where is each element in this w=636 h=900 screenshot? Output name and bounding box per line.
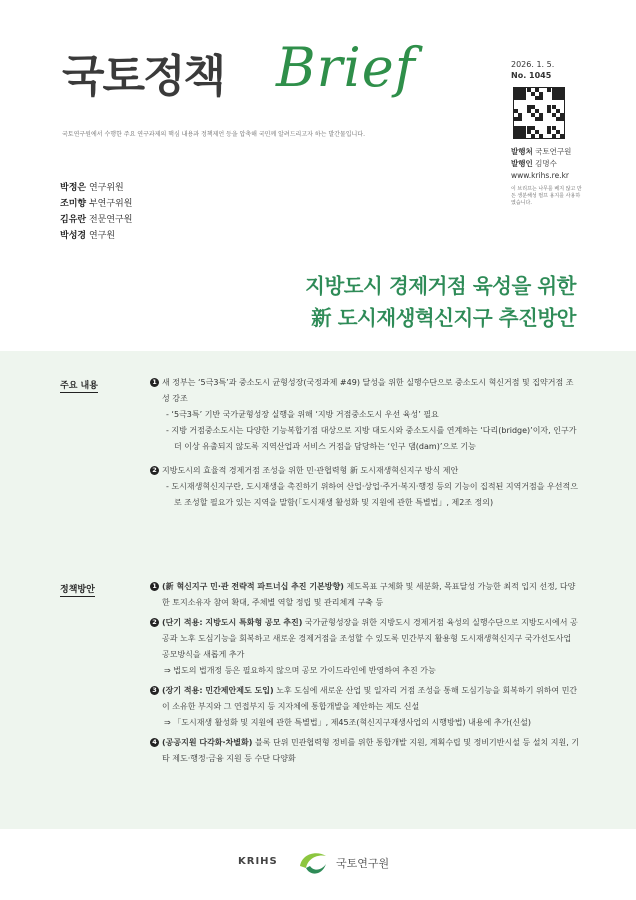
number-bullet-icon: 1 (150, 378, 159, 387)
qr-module (518, 117, 522, 121)
author-role: 연구원 (88, 231, 116, 241)
publisher-label: 발행처 (511, 147, 533, 156)
author-name: 박성경 (60, 231, 87, 241)
publisher-person: 김명수 (535, 159, 557, 168)
author-item (60, 228, 132, 244)
policy-item-4 (150, 735, 580, 767)
krihs-wordmark: KRIHS (238, 856, 278, 867)
key-item-1 (150, 375, 580, 407)
author-item (60, 212, 132, 228)
number-bullet-icon: 2 (150, 618, 159, 627)
key-item-1-sub-1: - ‘5극3특’ 기반 국가균형성장 실행을 위해 ‘지방 거점중소도시 우선 육성’ 필요 (166, 410, 439, 419)
qr-module (522, 96, 526, 100)
publisher-name: 국토연구원 (535, 147, 572, 156)
qr-module (560, 134, 564, 138)
author-list (60, 180, 132, 244)
website-link[interactable]: www.krihs.re.kr (511, 171, 569, 180)
author-name: 박정은 (60, 183, 87, 193)
policy-item-2-heading: (단기 적용: 지방도시 특화형 공모 추진) (162, 618, 303, 627)
headline-line-2: 新 도시재생혁신지구 추진방안 (311, 306, 576, 330)
issue-date: 2026. 1. 5. (511, 60, 555, 69)
qr-code-icon[interactable] (513, 87, 565, 139)
policy-item-1 (150, 579, 580, 611)
qr-module (539, 117, 543, 121)
tagline: 국토연구원에서 수행한 주요 연구과제의 핵심 내용과 정책제언 등을 압축해 국민께 알려드리고자 하는 발간물입니다. (62, 131, 366, 138)
section-label-policy: 정책방안 (60, 582, 95, 597)
qr-module (560, 96, 564, 100)
publisher-info (511, 146, 571, 182)
qr-module (552, 134, 556, 138)
key-item-1-sub-2: - 지방 거점중소도시는 다양한 기능복합기점 대상으로 지방 대도시와 중소도시를 연계하는 ‘다리(bridge)’이자, 인구가 더 이상 유출되지 않도록 지역산업과 서비스 거점을 담당하는 ‘인구 댐(dam)’으로 기능 (166, 426, 577, 451)
headline-line-1: 지방도시 경제거점 육성을 위한 (305, 274, 576, 298)
policy-item-4-heading: (공공지원 다각화·차별화) (162, 738, 253, 747)
brief-title-korean: 국토정책 (62, 51, 225, 102)
key-content-body (150, 375, 580, 511)
qr-module (531, 134, 535, 138)
policy-item-2 (150, 615, 580, 663)
author-role: 연구위원 (88, 183, 124, 193)
paper-note: 이 브리프는 나무를 베지 않고 만든 생분해성 펄프 용지를 사용하였습니다. (511, 186, 582, 206)
qr-module (539, 96, 543, 100)
krihs-korean-name: 국토연구원 (336, 857, 390, 870)
policy-item-4-text: 블록 단위 민관협력형 정비를 위한 통합개발 지원, 계획수립 및 정비기반시설 등 설치 지원, 기타 제도·행정·금융 지원 등 수단 다양화 (162, 738, 580, 763)
footer-logo (226, 848, 426, 878)
policy-item-2-arrow: ⇒ 법도의 법개정 등은 필요하지 않으며 공모 가이드라인에 반영하여 추진 가능 (164, 666, 436, 675)
headline (305, 270, 576, 334)
key-item-2 (150, 463, 580, 479)
krihs-logo-icon (296, 848, 330, 878)
policy-body (150, 579, 580, 767)
qr-module (539, 134, 543, 138)
qr-module (560, 117, 564, 121)
key-item-2-sub-1: - 도시재생혁신지구란, 도시재생을 촉진하기 위하여 산업·상업·주거·복지·행정 등의 기능이 집적된 지역거점을 우선적으로 조성할 필요가 있는 지역을 말함(「도시재생 활성화 및 지원에 관한 특별법」, 제2조 정의) (166, 482, 578, 507)
author-item (60, 180, 132, 196)
policy-item-1-text: 제도목표 구체화 및 세분화, 목표달성 가능한 최적 입지 선정, 다양한 토지소유자 참여 확대, 주체별 역할 정립 및 관리체계 구축 등 (162, 582, 576, 607)
author-name: 조미향 (60, 199, 87, 209)
policy-item-3-text: 노후 도심에 새로운 산업 및 일자리 거점 조성을 통해 도심기능을 회복하기 위하여 민간이 소유한 부지와 그 연접부지 등 지자체에 통합개발을 제안하는 제도 신설 (162, 686, 578, 711)
issue-number: No. 1045 (511, 71, 552, 80)
author-role: 전문연구원 (88, 215, 133, 225)
qr-module (522, 134, 526, 138)
policy-item-3-arrow: ⇒ 「도시재생 활성화 및 지원에 관한 특별법」, 제45조(혁신지구재생사업의 시행방법) 내용에 추가(신설) (164, 718, 532, 727)
policy-item-3 (150, 683, 580, 715)
section-label-key-content: 주요 내용 (60, 378, 98, 393)
number-bullet-icon: 4 (150, 738, 159, 747)
policy-item-2-text: 국가균형성장을 위한 지방도시 경제거점 육성의 실행수단으로 지방도시에서 공공과 노후 도심기능을 회복하고 새로운 경제거점을 조성할 수 있도록 민간부지 활용형 도시재생혁신지구 국가선도사업 공모방식을 새롭게 추가 (162, 618, 578, 659)
key-item-2-text: 지방도시의 효율적 경제거점 조성을 위한 민·관협력형 新 도시재생혁신지구 방식 제안 (162, 466, 459, 475)
number-bullet-icon: 3 (150, 686, 159, 695)
brief-title-brief: Brief (276, 36, 416, 99)
number-bullet-icon: 2 (150, 466, 159, 475)
author-item (60, 196, 132, 212)
number-bullet-icon: 1 (150, 582, 159, 591)
policy-item-3-heading: (장기 적용: 민간제안제도 도입) (162, 686, 274, 695)
key-item-1-text: 새 정부는 ‘5극3특’과 중소도시 균형성장(국정과제 #49) 달성을 위한 실행수단으로 중소도시 혁신거점 및 집약거점 조성 강조 (162, 378, 574, 403)
publisher-person-label: 발행인 (511, 159, 533, 168)
policy-item-1-heading: (新 혁신지구 민·관 전략적 파트너십 추진 기본방향) (162, 582, 344, 591)
author-name: 김유란 (60, 215, 87, 225)
author-role: 부연구위원 (88, 199, 133, 209)
